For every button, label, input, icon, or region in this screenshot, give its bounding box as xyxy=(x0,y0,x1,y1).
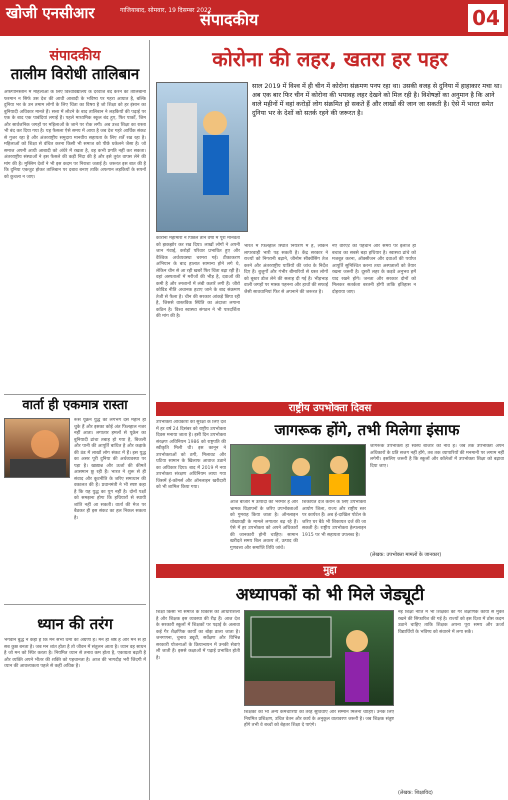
meditation-article-body xyxy=(4,638,146,798)
shopping-photo xyxy=(156,82,248,232)
shopping-photo-graphic xyxy=(157,83,248,232)
teachers-column-1 xyxy=(156,610,240,798)
teachers-column-2-text: शिक्षकों को भी अन्य कर्मचारियों की तरह सुविधाएं और सम्मान मिलना चाहिए। उनके लिए नियमित प्रशिक्षण, उचित वेतन और कार्य के अनुकूल वातावरण जरूरी है। जब शिक्षक संतुष्ट होंगे तभी वे बच्चों को बेहतर शिक्षा दे पाएंगे। xyxy=(244,710,394,728)
main-column-1-text: कोरोना महामारी ने पिछले तीन वर्षों में पूरी मानवता को झकझोर कर रख दिया। लाखों लोगों ने अपनी जान गंवाई, करोड़ों परिवार प्रभावित हुए और वैश्विक अर्थव्यवस्था चरमरा गई। टीकाकरण अभियान के बाद हालात सामान्य होने लगे थे, लेकिन चीन से आ रही खबरें फिर चिंता बढ़ा रही हैं। वहां अस्पतालों में मरीजों की भीड़ है, दवाओं की कमी है और श्मशानों में लंबी कतारें लगी हैं। जीरो कोविड नीति अचानक हटाए जाने के बाद संक्रमण तेजी से फैला है। चीन की सरकार आंकड़े छिपा रही है, जिससे वास्तविक स्थिति का अंदाजा लगाना कठिन है। विश्व स्वास्थ्य संगठन ने भी पारदर्शिता की मांग की है। xyxy=(156,236,240,319)
teachers-headline: अध्यापकों को भी मिले जेड्यूटी xyxy=(235,585,425,605)
issue-info: गाजियाबाद, सोमवार, 19 दिसम्बर 2022 xyxy=(120,7,212,14)
war-photo xyxy=(4,418,70,478)
consumer-column-3-text: शिकायत दर्ज कराने के लिए उपभोक्ता आयोग जिला, राज्य और राष्ट्रीय स्तर पर कार्यरत हैं। अब ई-दाखिल पोर्टल के जरिए घर बैठे भी शिकायत दर्ज की जा सकती है। राष्ट्रीय उपभोक्ता हेल्पलाइन 1915 पर भी सहायता उपलब्ध है। xyxy=(302,500,366,538)
meditation-headline: ध्यान की तरंग xyxy=(37,615,113,633)
left-article-text: अफगानिस्तान में महिलाओं के लिए विश्वविद्यालय के दरवाजे बंद करने का तालिबानी फरमान न सिर्फ उस देश की आधी आबादी के भविष्य पर गहरा आघात है, बल्कि दुनिया भर के उन तमाम लोगों के लिए चिंता का विषय है जो शिक्षा को हर इंसान का बुनियादी अधिकार मानते हैं। सत्ता में लौटने के बाद तालिबान ने लड़कियों की पढ़ाई पर एक के बाद एक पाबंदियां लगाई हैं। पहले माध्यमिक स्कूल बंद हुए, फिर पार्कों, जिम और सार्वजनिक जगहों पर महिलाओं के जाने पर रोक लगी। अब उच्च शिक्षा का रास्ता भी बंद कर दिया गया है। यह फैसला ऐसे समय में आया है जब देश गहरे आर्थिक संकट से गुजर रहा है और अंतरराष्ट्रीय समुदाय मानवीय सहायता के लिए शर्तें रख रहा है। महिलाओं को शिक्षा से वंचित करना किसी भी समाज को पीछे धकेलने जैसा है। जो समाज अपनी आधी आबादी को अंधेरे में रखता है, वह कभी प्रगति नहीं कर सकता। अंतरराष्ट्रीय संस्थाओं ने इस फैसले की कड़ी निंदा की है और इसे तुरंत वापस लेने की मांग की है। मुस्लिम देशों ने भी इस कदम पर निराशा जताई है। जरूरत इस बात की है कि दुनिया एकजुट होकर तालिबान पर दबाव बनाए ताकि अफगान लड़कियों के सपनों को कुचला न जाए। xyxy=(4,90,146,180)
consumer-column-1 xyxy=(156,420,226,550)
teachers-column-3-text: नई शिक्षा नीति में भी शिक्षकों को गैर शैक्षणिक कार्यों से मुक्त रखने की सिफारिश की गई है। राज्यों को इस दिशा में ठोस कदम उठाने चाहिए ताकि शिक्षक अपना पूरा समय और ऊर्जा विद्यार्थियों के भविष्य को संवारने में लगा सकें। xyxy=(398,610,504,635)
meditation-tag-label xyxy=(4,604,146,614)
meditation-article-text: भगवान बुद्ध ने कहा है कि मन सभी धर्मों का अग्रणी है। मन ही श्रेष्ठ है और मन से ही सब कुछ बनता है। जब मन शांत होता है तो जीवन में संतुलन आता है। ध्यान वह साधन है जो मन को स्थिर करता है। नियमित ध्यान से तनाव कम होता है, एकाग्रता बढ़ती है और व्यक्ति अपने भीतर की शक्ति को पहचानता है। आज की भागदौड़ भरी जिंदगी में ध्यान की आवश्यकता पहले से कहीं अधिक है। xyxy=(4,638,146,669)
left-headline: तालीम विरोधी तालिबान xyxy=(10,65,140,83)
war-article-text: रूस यूक्रेन युद्ध को लगभग दस महीने हो चुके हैं और इसका कोई अंत फिलहाल नजर नहीं आता। लगातार हमलों से यूक्रेन का बुनियादी ढांचा तबाह हो गया है, बिजली और पानी की आपूर्ति बाधित है और कड़ाके की ठंड में लाखों लोग संकट में हैं। इस युद्ध का असर पूरी दुनिया की अर्थव्यवस्था पर पड़ा है। खाद्यान्न और ऊर्जा की कीमतें आसमान छू रही हैं। भारत ने शुरू से ही संवाद और कूटनीति के जरिए समाधान की वकालत की है। प्रधानमंत्री ने भी स्पष्ट कहा है कि यह युद्ध का युग नहीं है। दोनों पक्षों को समझना होगा कि हथियारों से स्थायी शांति नहीं आ सकती। वार्ता की मेज पर बैठकर ही इस संकट का हल निकल सकता है। xyxy=(74,418,146,521)
consumer-column-1-text: उपभोक्ता अधिकारों की सुरक्षा के लिए देश में हर वर्ष 24 दिसंबर को राष्ट्रीय उपभोक्ता दिवस मनाया जाता है। इसी दिन उपभोक्ता संरक्षण अधिनियम 1986 को राष्ट्रपति की स्वीकृति मिली थी। इस कानून ने उपभोक्ताओं को ठगी, मिलावट और घटिया सामान के खिलाफ आवाज उठाने का अधिकार दिया। बाद में 2019 में नया उपभोक्ता संरक्षण अधिनियम लाया गया जिसमें ई-कॉमर्स और ऑनलाइन खरीदारी को भी शामिल किया गया। xyxy=(156,420,226,490)
teachers-byline: (लेखक: शिक्षाविद) xyxy=(398,790,433,796)
consumer-column-2 xyxy=(230,500,298,550)
war-article-headline: वार्ता ही एकमात्र रास्ता xyxy=(4,394,146,414)
left-section-title: संपादकीय xyxy=(49,48,101,64)
consumer-column-2-text: आज बाजार में उत्पादों की भरमार है और भ्रामक विज्ञापनों के जरिए उपभोक्ताओं को गुमराह किया जाता है। ऑनलाइन धोखाधड़ी के मामले लगातार बढ़ रहे हैं। ऐसे में हर उपभोक्ता को अपने अधिकारों की जानकारी होनी चाहिए। सामान खरीदते समय बिल अवश्य लें, उत्पाद की गुणवत्ता और समाप्ति तिथि जांचें। xyxy=(230,500,298,550)
classroom-photo-graphic xyxy=(245,611,394,706)
teachers-column-1-text: शिक्षा किसी भी समाज के विकास की आधारशिला है और शिक्षक इस व्यवस्था की रीढ़ हैं। आज देश के सरकारी स्कूलों में शिक्षकों पर पढ़ाई के अलावा कई गैर शैक्षणिक कार्यों का बोझ डाला जाता है। जनगणना, चुनाव ड्यूटी, सर्वेक्षण और विभिन्न सरकारी योजनाओं के क्रियान्वयन में उनकी सेवाएं ली जाती हैं। इससे कक्षाओं में पढ़ाई प्रभावित होती है। xyxy=(156,610,240,661)
consumer-column-4 xyxy=(370,444,504,550)
main-column-1 xyxy=(156,236,240,396)
main-lead-paragraph: साल 2019 में विश्व में ही चीन में कोरोना संक्रमण पनप रहा था। उसकी वजह से दुनिया में हाहाकार मचा था। अब एक बार फिर चीन में कोरोना की भयावह लहर देखने को मिल रही है। विशेषज्ञों का अनुमान है कि आने वाले महीनों में वहां करोड़ों लोग संक्रमित हो सकते हैं और लाखों की जान जा सकती है। ऐसे में भारत समेत दुनिया भर के देशों को सतर्क रहने की जरूरत है। xyxy=(252,82,502,117)
classroom-photo xyxy=(244,610,394,706)
left-article-body xyxy=(4,90,146,390)
main-column-3 xyxy=(332,244,416,396)
consumer-photo xyxy=(230,444,366,496)
consumer-byline: (लेखक: उपभोक्ता मामलों के जानकार) xyxy=(370,552,442,558)
main-column-3-text: नए वेरिएंट की पहचान और समय पर इलाज ही बचाव का सबसे बड़ा हथियार है। स्वास्थ्य ढांचे को मजबूत करना, ऑक्सीजन और दवाओं की पर्याप्त आपूर्ति सुनिश्चित करना तथा अस्पतालों को तैयार रखना जरूरी है। दूसरी लहर के कड़वे अनुभव हमें याद रखने होंगे। जनता और सरकार दोनों को मिलकर सतर्कता बरतनी होगी ताकि इतिहास न दोहराया जाए। xyxy=(332,244,416,295)
newspaper-logo: खोजी एनसीआर xyxy=(6,4,95,22)
war-article-body xyxy=(74,418,146,598)
teachers-column-2 xyxy=(244,710,394,798)
teachers-column-3 xyxy=(398,610,504,798)
main-column-2-text: भारत में फिलहाल स्थिति नियंत्रण में है, लेकिन लापरवाही भारी पड़ सकती है। केंद्र सरकार ने राज्यों को निगरानी बढ़ाने, जीनोम सीक्वेंसिंग तेज करने और अंतरराष्ट्रीय यात्रियों की जांच के निर्देश दिए हैं। बुजुर्गों और गंभीर बीमारियों से ग्रस्त लोगों को बूस्टर डोज लेने की सलाह दी गई है। भीड़भाड़ वाली जगहों पर मास्क पहनना और हाथों की सफाई जैसी सावधानियां फिर से अपनाने की जरूरत है। xyxy=(244,244,328,295)
consumer-headline: जागरूक होंगे, तभी मिलेगा इंसाफ xyxy=(274,421,460,439)
consumer-column-4-text: जागरूक उपभोक्ता ही स्वस्थ बाजार की नींव है। जब तक उपभोक्ता अपने अधिकारों के प्रति सजग नहीं होंगे, तब तक व्यापारियों की मनमानी पर लगाम नहीं लगेगी। इसलिए जरूरी है कि स्कूलों और कॉलेजों में उपभोक्ता शिक्षा को बढ़ावा दिया जाए। xyxy=(370,444,504,469)
consumer-column-3 xyxy=(302,500,366,550)
consumer-day-banner: राष्ट्रीय उपभोक्ता दिवस xyxy=(156,402,504,416)
main-headline: कोरोना की लहर, खतरा हर पहर xyxy=(212,47,448,71)
issue-banner: मुद्दा xyxy=(156,564,504,578)
main-column-2 xyxy=(244,244,328,396)
consumer-photo-graphic xyxy=(231,445,366,496)
page-number: 04 xyxy=(468,4,504,32)
war-photo-graphic xyxy=(5,419,70,478)
section-title: संपादकीय xyxy=(200,10,259,29)
